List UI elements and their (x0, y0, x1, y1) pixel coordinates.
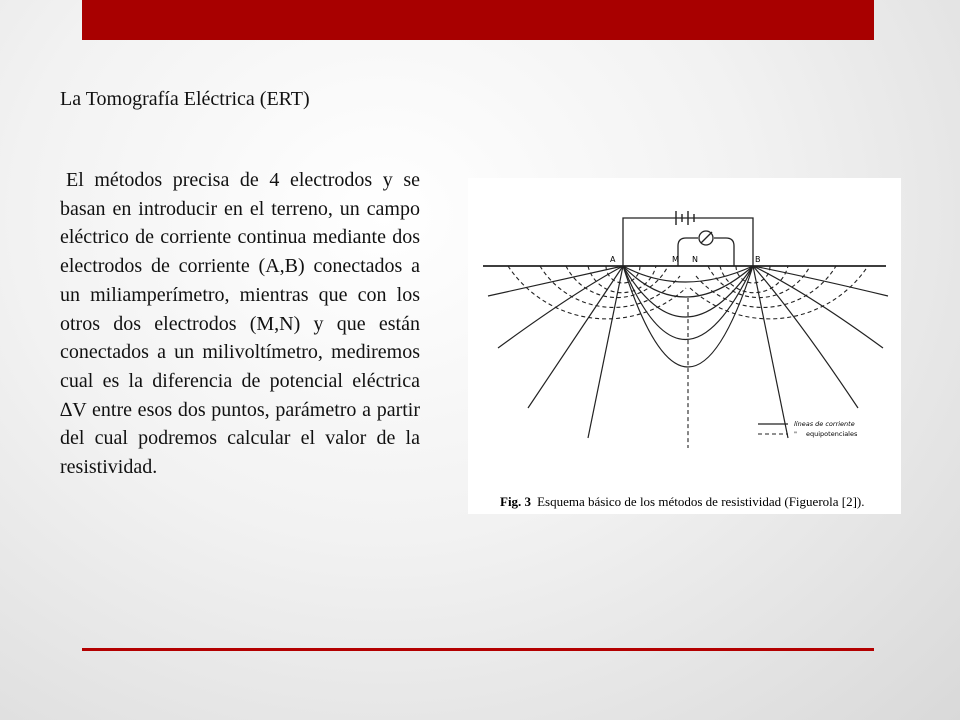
electrode-m-label: M (672, 255, 679, 264)
legend-current: líneas de corriente (794, 420, 855, 428)
top-accent-bar (82, 0, 874, 40)
diagram-legend (758, 420, 858, 438)
resistivity-diagram (468, 178, 901, 514)
legend-ditto: " (794, 430, 797, 438)
electrode-a-label: A (610, 255, 616, 264)
electrode-n-label: N (692, 255, 698, 264)
slide-title: La Tomografía Eléctrica (ERT) (60, 88, 310, 110)
bottom-accent-rule (82, 648, 874, 651)
potential-circuit-wire (678, 238, 734, 266)
diagram-drawing (468, 178, 901, 514)
electrode-b-label: B (755, 255, 761, 264)
slide-paragraph: El métodos precisa de 4 electrodos y se basan en introducir en el terreno, un campo eléctrico de corriente continua mediante dos electrodos de corriente (A,B) conectados a un miliamperímetro, mientras que con los otros dos electrodos (M,N) y que están conectados a un milivoltímetro, mediremos cual es la diferencia de potencial eléctrica ∆V entre esos dos puntos, parámetro a partir del cual podremos calcular el valor de la resistividad. (60, 169, 420, 479)
figure-caption-label: Fig. 3 (500, 494, 532, 509)
figure-caption-text: Esquema básico de los métodos de resistividad (Figuerola [2]). (537, 494, 865, 509)
figure-caption (500, 494, 865, 510)
legend-equipotential: equipotenciales (806, 430, 858, 438)
